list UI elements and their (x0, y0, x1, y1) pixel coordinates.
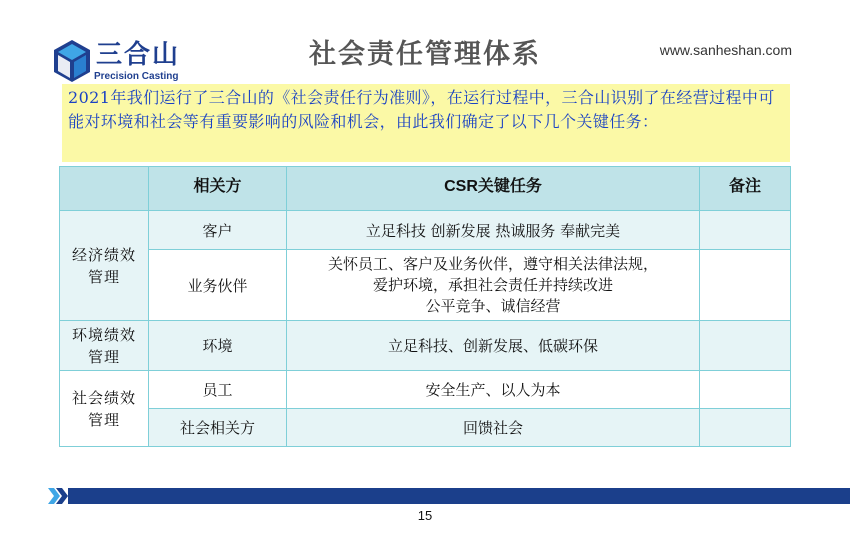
party-cell: 社会相关方 (149, 409, 287, 447)
group-label-line: 管理 (87, 347, 120, 366)
chevron-right-icon (48, 488, 68, 504)
task-cell (287, 250, 700, 321)
csr-task-table (59, 166, 791, 447)
group-label-line: 经济绩效 (71, 245, 136, 264)
task-line: 公平竞争、诚信经营 (425, 296, 561, 315)
party-cell: 环境 (149, 321, 287, 371)
group-label-line: 管理 (87, 410, 120, 429)
note-cell (700, 409, 791, 447)
group-label-line: 管理 (87, 267, 120, 286)
group-label-line: 环境绩效 (71, 325, 136, 344)
table-row (60, 211, 791, 250)
party-cell: 客户 (149, 211, 287, 250)
table-row (60, 371, 791, 409)
table-row (60, 250, 791, 321)
task-cell: 立足科技 创新发展 热诚服务 奉献完美 (287, 211, 700, 250)
website-link[interactable]: www.sanheshan.com (659, 42, 792, 58)
table-header-row (60, 167, 791, 211)
header-note: 备注 (700, 167, 791, 211)
header-category (60, 167, 149, 211)
party-cell: 员工 (149, 371, 287, 409)
intro-paragraph: 2021年我们运行了三合山的《社会责任行为准则》，在运行过程中，三合山识别了在经营过程中可能对环境和社会等有重要影响的风险和机会，由此我们确定了以下几个关键任务： (62, 84, 790, 162)
group-social (60, 371, 149, 447)
note-cell (700, 211, 791, 250)
header-task: CSR关键任务 (287, 167, 700, 211)
logo-name: 三合山 (96, 40, 181, 70)
note-cell (700, 371, 791, 409)
page-number: 15 (417, 508, 433, 523)
header-party: 相关方 (149, 167, 287, 211)
footer-bar (68, 488, 850, 504)
task-cell: 立足科技、创新发展、低碳环保 (287, 321, 700, 371)
group-environment (60, 321, 149, 371)
note-cell (700, 250, 791, 321)
party-cell: 业务伙伴 (149, 250, 287, 321)
table-row (60, 409, 791, 447)
task-cell: 安全生产、以人为本 (287, 371, 700, 409)
logo-subtitle: Precision Casting (94, 71, 179, 82)
task-line: 关怀员工、客户及业务伙伴，遵守相关法律法规， (327, 254, 658, 273)
group-economic (60, 211, 149, 321)
table-row (60, 321, 791, 371)
task-cell: 回馈社会 (287, 409, 700, 447)
note-cell (700, 321, 791, 371)
group-label-line: 社会绩效 (71, 388, 136, 407)
task-line: 爱护环境，承担社会责任并持续改进 (372, 275, 613, 294)
page-title: 社会责任管理体系 (309, 39, 541, 70)
